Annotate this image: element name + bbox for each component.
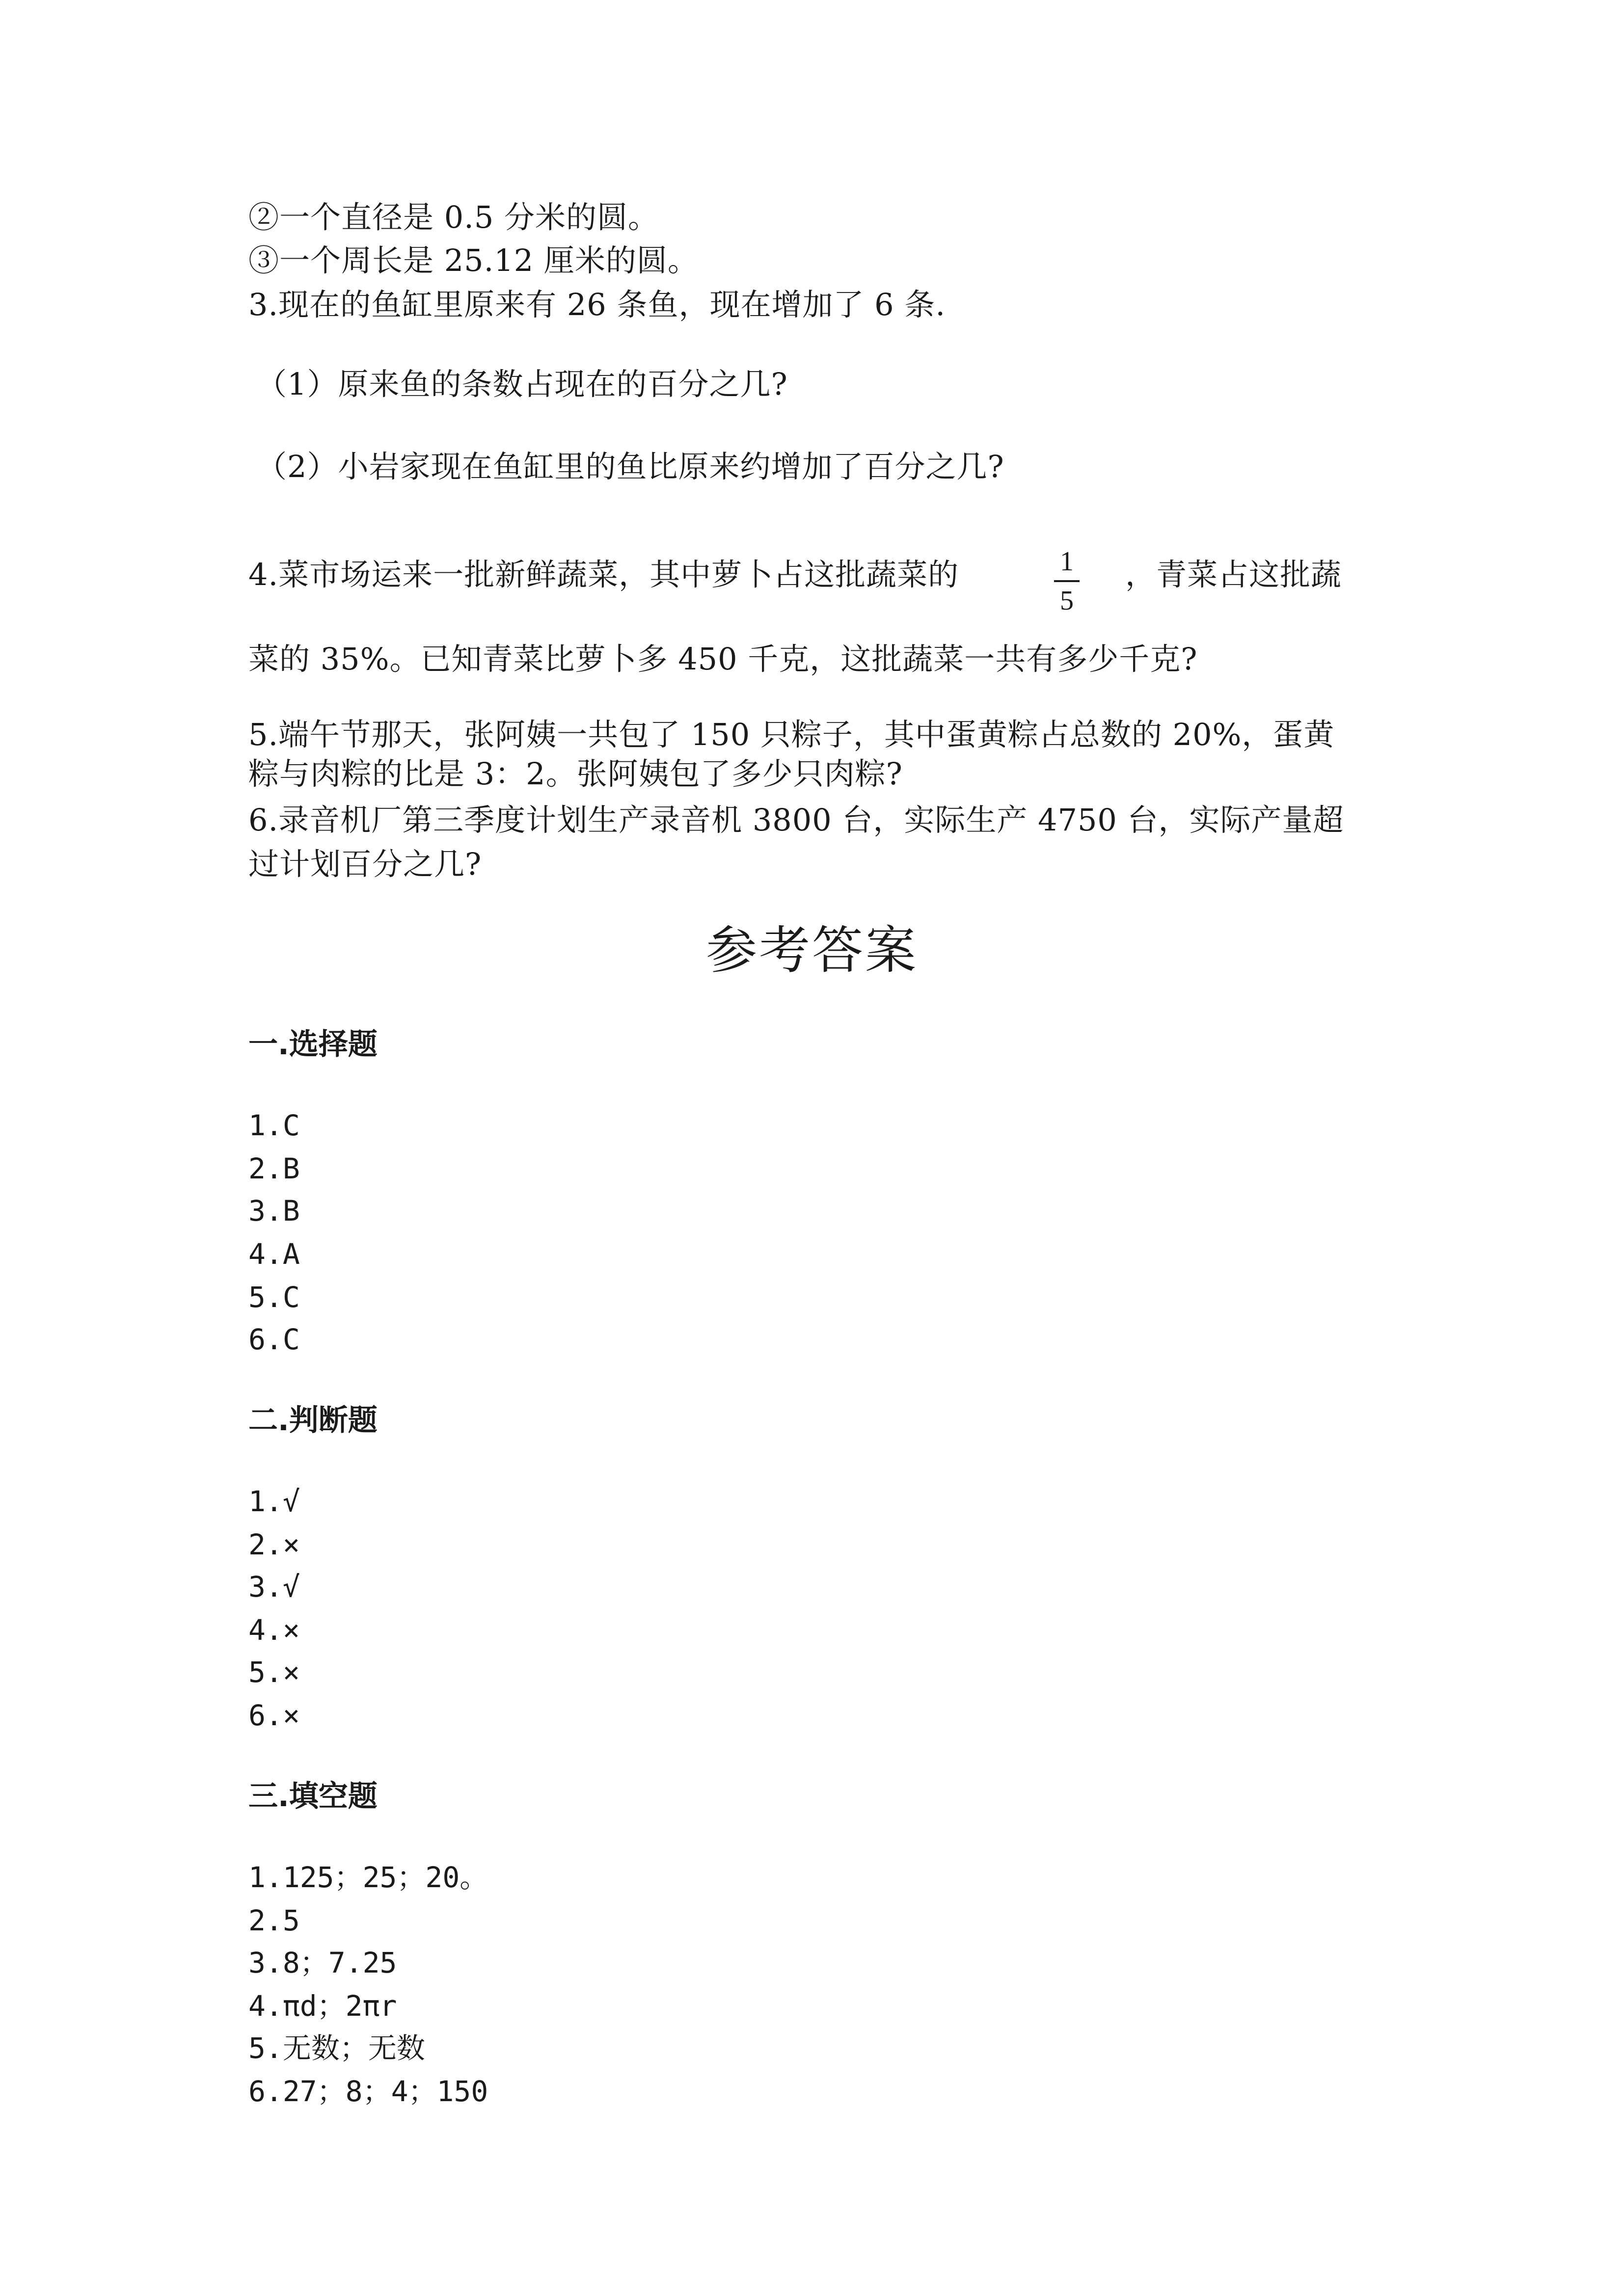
answer-item: 5.无数；无数 (248, 2031, 425, 2065)
question-4-line-2: 菜的 35%。已知青菜比萝卜多 450 千克，这批蔬菜一共有多少千克? (248, 641, 1198, 677)
question-6-line-1: 6.录音机厂第三季度计划生产录音机 3800 台，实际生产 4750 台，实际产量超 (248, 802, 1344, 838)
question-2-item-2: ②一个直径是 0.5 分米的圆。 (248, 199, 659, 235)
question-6-line-2: 过计划百分之几? (248, 846, 482, 882)
answer-item: 6.C (248, 1323, 300, 1356)
answer-item: 5.× (248, 1655, 300, 1689)
answer-item: 6.27；8；4；150 (248, 2075, 488, 2108)
answer-item: 1.C (248, 1109, 300, 1142)
answer-item: 3.8；7.25 (248, 1946, 397, 1979)
question-5-line-2: 粽与肉粽的比是 3：2。张阿姨包了多少只肉粽? (248, 756, 903, 792)
answer-item: 1.√ (248, 1485, 300, 1518)
question-4-part-1: 4.菜市场运来一批新鲜蔬菜，其中萝卜占这批蔬菜的 (248, 557, 959, 592)
fraction-numerator: 1 (1060, 546, 1074, 577)
answer-item: 2.× (248, 1528, 300, 1561)
answer-item: 5.C (248, 1281, 300, 1314)
fraction-denominator: 5 (1060, 586, 1074, 616)
answer-item: 4.× (248, 1613, 300, 1647)
question-3: 3.现在的鱼缸里原来有 26 条鱼，现在增加了 6 条. (248, 287, 946, 322)
fraction-bar (1054, 580, 1080, 582)
answer-item: 2.5 (248, 1904, 300, 1937)
answer-item: 3.√ (248, 1570, 300, 1603)
answer-item: 3.B (248, 1194, 300, 1228)
question-2-item-3: ③一个周长是 25.12 厘米的圆。 (248, 242, 699, 278)
question-3-sub-2: （2）小岩家现在鱼缸里的鱼比原来约增加了百分之几? (256, 449, 1004, 484)
section-heading-fill-in-blank: 三.填空题 (248, 1779, 378, 1814)
section-heading-true-false: 二.判断题 (248, 1403, 378, 1438)
answer-item: 1.125；25；20。 (248, 1861, 488, 1894)
question-5-line-1: 5.端午节那天，张阿姨一共包了 150 只粽子，其中蛋黄粽占总数的 20%，蛋黄 (248, 717, 1335, 752)
question-4-part-2: ，青菜占这批蔬 (1125, 557, 1342, 592)
answer-key-title: 参考答案 (705, 920, 918, 980)
question-3-sub-1: （1）原来鱼的条数占现在的百分之几? (256, 366, 788, 402)
answer-item: 6.× (248, 1699, 300, 1732)
answer-item: 4.A (248, 1237, 300, 1271)
section-heading-multiple-choice: 一.选择题 (248, 1027, 378, 1062)
answer-item: 2.B (248, 1152, 300, 1185)
answer-item: 4.πd；2πr (248, 1989, 397, 2023)
